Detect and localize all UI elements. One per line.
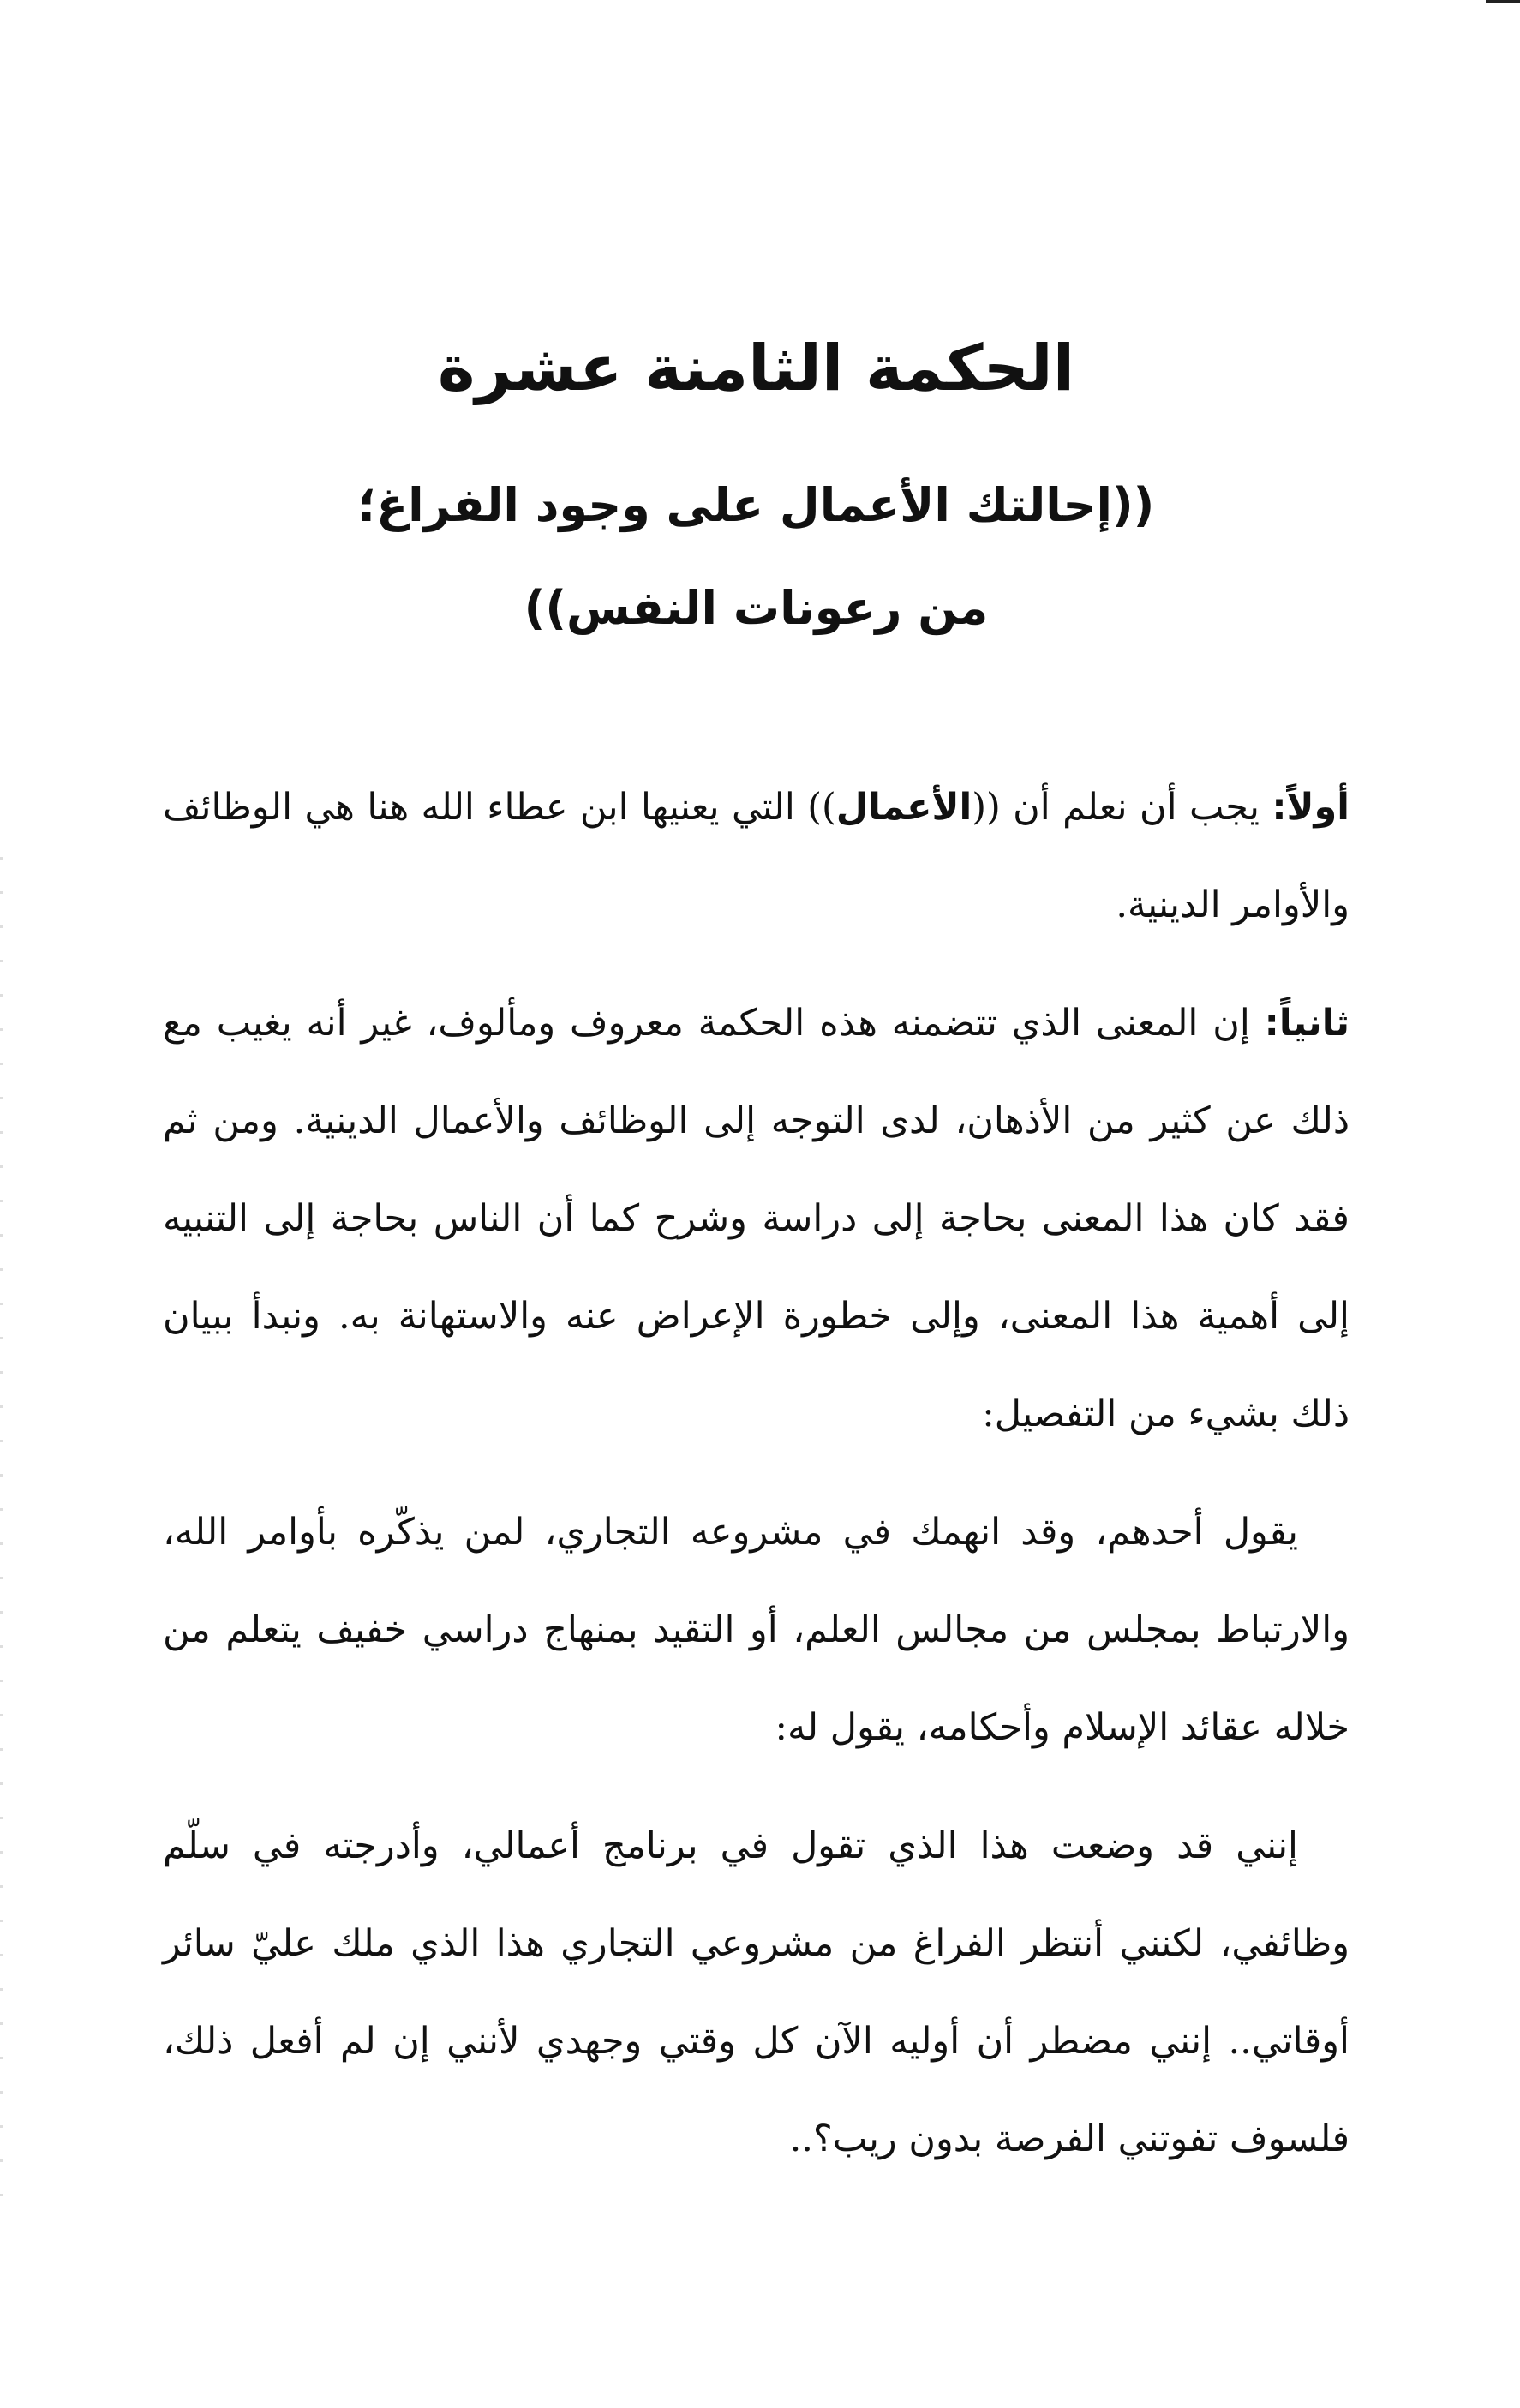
subtitle-line-1: ((إحالتك الأعمال على وجود الفراغ؛	[357, 478, 1155, 532]
body-text	[163, 758, 1349, 2188]
paragraph-2-lead: ثانياً:	[1264, 1002, 1349, 1045]
paragraph-1-text-before: يجب أن نعلم أن ((	[972, 786, 1272, 829]
page-edge-rule	[1486, 0, 1520, 3]
paragraph-1-text-after: )) التي يعنيها ابن عطاء الله هنا هي الوظائف والأوامر الدينية.	[163, 786, 1349, 926]
paragraph-2-text: إن المعنى الذي تتضمنه هذه الحكمة معروف ومألوف، غير أنه يغيب مع ذلك عن كثير من الأذهان، لدى التوجه إلى الوظائف والأعمال الدينية. ومن ثم فقد كان هذا المعنى بحاجة إلى دراسة وشرح كما أن الناس بحاجة إلى التنبيه إلى أهمية هذا المعنى، وإلى خطورة الإعراض عنه والاستهانة به. ونبدأ ببيان ذلك بشيء من التفصيل:	[163, 1002, 1349, 1435]
paragraph-1	[163, 758, 1349, 954]
paragraph-1-emphasis: الأعمال	[835, 786, 972, 829]
scan-margin-marks	[0, 857, 3, 2228]
paragraph-1-lead: أولاً:	[1272, 786, 1350, 829]
paragraph-2	[163, 974, 1349, 1463]
paragraph-4: إنني قد وضعت هذا الذي تقول في برنامج أعمالي، وأدرجته في سلّم وظائفي، لكنني أنتظر الفراغ من مشروعي التجاري هذا الذي ملك عليّ سائر أوقاتي.. إنني مضطر أن أوليه الآن كل وقتي وجهدي لأنني إن لم أفعل ذلك، فلسوف تفوتني الفرصة بدون ريب؟..	[163, 1824, 1349, 2160]
subtitle-line-2: من رعونات النفس))	[524, 581, 989, 635]
chapter-title: الحكمة الثامنة عشرة	[437, 332, 1075, 405]
paragraph-3: يقول أحدهم، وقد انهمك في مشروعه التجاري، لمن يذكّره بأوامر الله، والارتباط بمجلس من مجالس العلم، أو التقيد بمنهاج دراسي خفيف يتعلم من خلاله عقائد الإسلام وأحكامه، يقول له:	[163, 1511, 1349, 1749]
chapter-subtitle	[163, 454, 1349, 660]
